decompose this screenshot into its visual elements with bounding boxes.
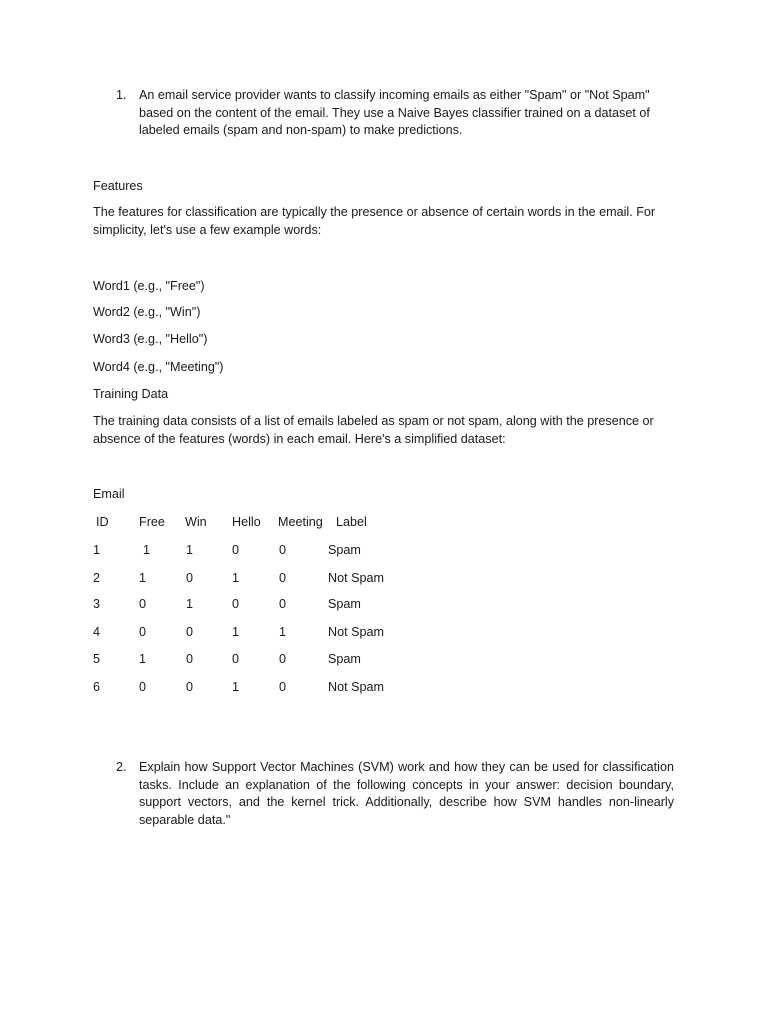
feature-word-2: Word2 (e.g., "Win") — [93, 305, 201, 319]
feature-word-3: Word3 (e.g., "Hello") — [93, 332, 208, 346]
training-description: The training data consists of a list of emails labeled as spam or not spam, along with the presence or absence of the features (words) in each email. Here's a simplified dataset: — [93, 414, 654, 446]
cell-meeting: 0 — [279, 571, 287, 585]
cell-meeting: 0 — [279, 543, 287, 557]
cell-free: 0 — [139, 625, 147, 639]
cell-hello: 1 — [232, 625, 240, 639]
feature-word-4: Word4 (e.g., "Meeting") — [93, 360, 224, 374]
cell-label: Spam — [328, 543, 361, 557]
cell-label: Not Spam — [328, 571, 384, 585]
cell-win: 0 — [186, 680, 194, 694]
cell-win: 0 — [186, 652, 194, 666]
header-id: ID — [96, 515, 109, 529]
cell-id: 3 — [93, 597, 101, 611]
cell-free: 0 — [139, 680, 147, 694]
cell-free: 0 — [139, 597, 147, 611]
cell-free: 1 — [143, 543, 151, 557]
cell-label: Not Spam — [328, 625, 384, 639]
cell-free: 1 — [139, 571, 147, 585]
cell-label: Spam — [328, 597, 361, 611]
cell-meeting: 0 — [279, 597, 287, 611]
features-heading: Features — [93, 179, 143, 193]
cell-win: 0 — [186, 625, 194, 639]
cell-win: 1 — [186, 597, 194, 611]
header-meeting: Meeting — [278, 515, 323, 529]
question-2-text: Explain how Support Vector Machines (SVM) work and how they can be used for classification tasks. Include an explanation of the following concepts in your answer: decision boundary, support vectors, and the kernel trick. Additionally, describe how SVM handles non-linearly separable data." — [139, 760, 674, 827]
features-description: The features for classification are typically the presence or absence of certain words in the email. For simplicity, let's use a few example words: — [93, 205, 656, 237]
cell-free: 1 — [139, 652, 147, 666]
cell-hello: 0 — [232, 543, 240, 557]
cell-id: 4 — [93, 625, 101, 639]
cell-meeting: 1 — [279, 625, 287, 639]
cell-meeting: 0 — [279, 652, 287, 666]
cell-win: 0 — [186, 571, 194, 585]
question-1-number: 1. — [116, 88, 127, 102]
cell-meeting: 0 — [279, 680, 287, 694]
cell-id: 5 — [93, 652, 101, 666]
cell-hello: 0 — [232, 597, 240, 611]
cell-hello: 0 — [232, 652, 240, 666]
header-label: Label — [336, 515, 367, 529]
question-2-number: 2. — [116, 760, 127, 774]
cell-hello: 1 — [232, 571, 240, 585]
cell-win: 1 — [186, 543, 194, 557]
cell-label: Not Spam — [328, 680, 384, 694]
cell-hello: 1 — [232, 680, 240, 694]
header-win: Win — [185, 515, 207, 529]
table-caption: Email — [93, 487, 125, 501]
cell-id: 2 — [93, 571, 101, 585]
feature-word-1: Word1 (e.g., "Free") — [93, 279, 205, 293]
header-free: Free — [139, 515, 165, 529]
cell-id: 1 — [93, 543, 101, 557]
cell-label: Spam — [328, 652, 361, 666]
training-heading: Training Data — [93, 387, 169, 401]
question-1-text: An email service provider wants to classify incoming emails as either "Spam" or "Not Spam" based on the content of the email. They use a Naive Bayes classifier trained on a dataset of labeled emails (spam and non-spam) to make predictions. — [139, 88, 650, 138]
cell-id: 6 — [93, 680, 101, 694]
header-hello: Hello — [232, 515, 261, 529]
